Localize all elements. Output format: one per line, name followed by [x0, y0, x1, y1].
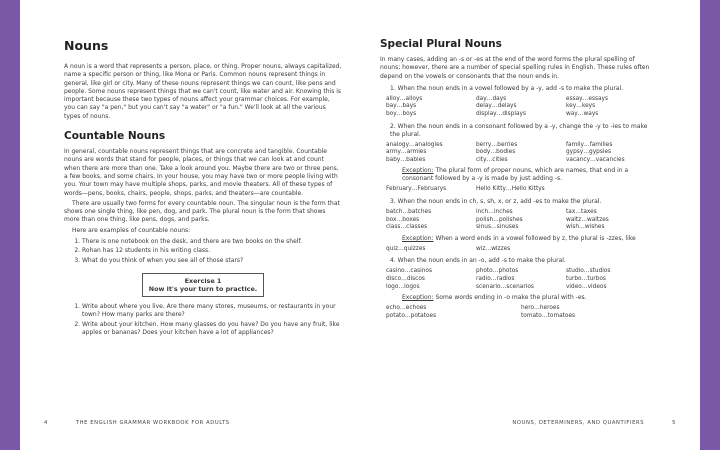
word-pair: box…boxes	[386, 216, 420, 223]
left-footer	[44, 420, 230, 426]
running-head: THE ENGLISH GRAMMAR WORKBOOK FOR ADULTS	[75, 420, 230, 426]
exception-text: Some words ending in -o make the plural with -es.	[435, 294, 587, 302]
intro-paragraph: A noun is a word that represents a person, place, or thing. Proper nouns, always capitalized, name a specific person or thing, like Mona or Paris. Common nouns represent things in general, like girl or city. Many of these nouns represent things we can count, like pens and people. Some nouns represent things that we can't count, like water and air. Knowing this is important because these two types of nouns affect your grammar choices. For example, you can say "a pen," but you can't say "a water" or "a fun." We'll look at all the various types of nouns.	[64, 63, 342, 120]
rule-text: 2. When the noun ends in a consonant followed by a -y, change the -y to -ies to make the plural.	[390, 122, 648, 138]
word-pair: turbo…turbos	[566, 276, 606, 283]
section-heading: Countable Nouns	[64, 130, 166, 143]
word-pair: boy…boys	[386, 111, 417, 118]
word-pair: display…displays	[476, 111, 526, 118]
left-page	[20, 0, 360, 450]
word-pair: echo…echoes	[386, 305, 427, 312]
word-grid	[386, 96, 656, 119]
page-title: Special Plural Nouns	[380, 38, 502, 50]
word-pair: batch…batches	[386, 209, 432, 216]
paragraph: In general, countable nouns represent things that are concrete and tangible. Countable nouns are words that stand for people, places, or things that we can look at and count when there are more than one. Take a look around you. Maybe there are two or three pens, a few books, and some chairs. In your house, you may have two or more people living with you. Your town may have multiple shops, parks, and movie theaters. All of these types of words—pens, books, chairs, people, shops, parks, and theaters—are countable.	[64, 148, 339, 197]
word-pair: class…classes	[386, 224, 428, 231]
word-pair: Hello Kitty…Hello Kittys	[476, 186, 545, 193]
exception-label: Exception:	[402, 294, 434, 302]
paragraph: There are usually two forms for every countable noun. The singular noun is the form that shows one single thing, like pen, dog, and park. The plural noun is the form that shows more than one thing, like pens, dogs, and parks.	[64, 199, 340, 224]
word-pair: army…armies	[386, 149, 427, 156]
word-pair: body…bodies	[476, 149, 516, 156]
word-pair: disco…discos	[386, 276, 425, 283]
word-grid	[386, 209, 656, 232]
word-pair: family…families	[566, 141, 613, 148]
word-grid	[386, 186, 656, 194]
word-pair: city…cities	[476, 156, 508, 163]
word-pair: waltz…waltzes	[566, 216, 609, 223]
exercise-subtitle: Now it's your turn to practice.	[148, 284, 258, 293]
word-pair: casino…casinos	[386, 268, 432, 275]
word-pair: logo…logos	[386, 283, 420, 290]
word-pair: polish…polishes	[476, 216, 523, 223]
word-pair: day…days	[476, 95, 507, 102]
right-footer	[512, 420, 676, 426]
word-pair: key…keys	[566, 103, 596, 110]
examples-list	[64, 238, 342, 265]
word-pair: hero…heroes	[521, 305, 560, 312]
word-pair: wiz…wizzes	[476, 245, 511, 252]
exception-label: Exception:	[402, 167, 434, 175]
rule-text: 3. When the noun ends in ch, s, sh, x, or z, add -es to make the plural.	[390, 198, 602, 206]
running-head: NOUNS, DETERMINERS, AND QUANTIFIERS	[512, 420, 645, 426]
word-pair: potato…potatoes	[386, 312, 437, 319]
word-pair: essay…essays	[566, 95, 608, 102]
word-grid	[386, 246, 656, 254]
word-pair: gypsy…gypsies	[566, 149, 612, 156]
word-pair: radio…radios	[476, 276, 515, 283]
exercise-list	[64, 303, 342, 337]
list-item: 2. Rohan has 12 students in his writing class.	[82, 247, 342, 255]
list-item: 3. What do you think of when you see all of those stars?	[82, 257, 342, 265]
word-pair: quiz…quizzes	[386, 245, 426, 252]
word-pair: video…videos	[566, 283, 607, 290]
list-item: 1. There is one notebook on the desk, and there are two books on the shelf.	[82, 238, 342, 246]
word-pair: berry…berries	[476, 141, 518, 148]
word-pair: way…ways	[566, 111, 599, 118]
word-pair: sinus…sinuses	[476, 224, 519, 231]
page-number: 4	[44, 420, 48, 426]
word-pair: February…Februarys	[386, 186, 447, 193]
word-pair: photo…photos	[476, 268, 519, 275]
exception-text: When a word ends in a vowel followed by z, the plural is -zzes, like	[435, 234, 636, 242]
intro-paragraph: In many cases, adding an -s or -es at the end of the word forms the plural spelling of nouns; however, there are a number of special spelling rules in English. These rules often depend on the vowels or consonants that the noun ends in.	[380, 56, 650, 80]
word-pair: tomato…tomatoes	[521, 312, 576, 319]
exception-label: Exception:	[402, 234, 434, 242]
word-pair: bay…bays	[386, 103, 417, 110]
exercise-box	[142, 273, 264, 297]
list-item: 2. Write about your kitchen. How many glasses do you have? Do you have any fruit, like apples or bananas? Does your kitchen have a lot of appliances?	[82, 321, 342, 338]
word-pair: analogy…analogies	[386, 141, 443, 148]
list-item: 1. Write about where you live. Are there many stores, museums, or restaurants in your town? How many parks are there?	[82, 303, 342, 320]
word-pair: delay…delays	[476, 103, 517, 110]
exception-note	[402, 235, 656, 243]
word-grid	[386, 268, 656, 291]
exception-note	[402, 294, 656, 302]
word-pair: inch…inches	[476, 209, 513, 216]
word-pair: tax…taxes	[566, 209, 597, 216]
rule-text: 4. When the noun ends in an -o, add -s to make the plural.	[390, 257, 566, 265]
exercise-title: Exercise 1	[184, 276, 222, 285]
paragraph: Here are examples of countable nouns:	[72, 226, 191, 234]
right-page	[360, 0, 700, 450]
word-pair: baby…babies	[386, 156, 426, 163]
word-pair: wish…wishes	[566, 224, 605, 231]
word-grid	[386, 305, 656, 320]
word-grid	[386, 142, 656, 165]
exception-note	[402, 167, 656, 183]
exception-text: The plural form of proper nouns, which are names, that end in a consonant followed by a -y is made by just adding -s.	[402, 167, 629, 183]
page-number: 5	[672, 420, 676, 426]
word-pair: studio…studios	[566, 268, 611, 275]
word-pair: scenario…scenarios	[476, 283, 534, 290]
rule-text: 1. When the noun ends in a vowel followed by a -y, add -s to make the plural.	[390, 84, 624, 92]
word-pair: vacancy…vacancies	[566, 156, 625, 163]
word-pair: alloy…alloys	[386, 95, 423, 102]
page-title: Nouns	[64, 38, 109, 53]
